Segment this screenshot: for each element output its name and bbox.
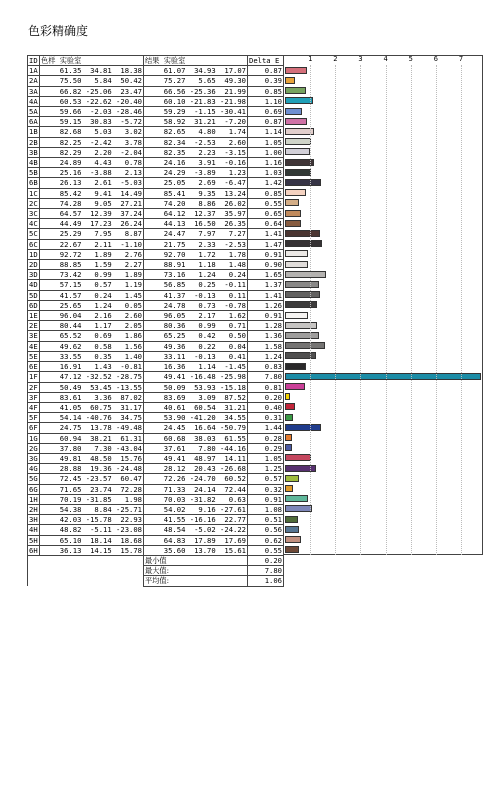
sample-lab-values: 25.29 7.95 8.87 [40,229,144,239]
result-lab-values: 44.13 16.50 26.35 [144,219,248,229]
delta-e-value: 1.36 [248,331,284,341]
patch-id: 2A [29,76,38,86]
result-lab-values: 58.92 31.21 -7.20 [144,117,248,127]
footer-row [28,576,284,586]
delta-e-value: 0.83 [248,362,284,372]
sample-lab-values: 41.05 60.75 31.17 [40,402,144,412]
table-row [28,525,284,535]
patch-id: 1G [29,433,38,443]
result-lab-values: 48.54 -5.02 -24.22 [144,525,248,535]
delta-e-value: 1.24 [248,351,284,361]
delta-e-value: 1.16 [248,158,284,168]
result-lab-values: 50.09 53.93 -15.18 [144,382,248,392]
delta-e-value: 0.91 [248,494,284,504]
result-lab-values: 83.69 3.09 87.52 [144,392,248,402]
patch-id: 6D [29,300,38,310]
patch-id: 6G [29,484,38,494]
table-row [28,504,284,514]
result-lab-values: 35.60 13.70 15.61 [144,545,248,555]
result-lab-values: 82.34 -2.53 2.60 [144,137,248,147]
delta-e-value: 1.28 [248,321,284,331]
sample-lab-values: 85.42 9.41 14.49 [40,188,144,198]
sample-lab-values: 33.55 0.35 1.40 [40,351,144,361]
sample-lab-values: 59.66 -2.03 -28.46 [40,107,144,117]
sample-lab-values: 65.52 0.69 1.86 [40,331,144,341]
header-id: ID [29,56,38,65]
result-lab-values: 24.16 3.91 -0.16 [144,158,248,168]
patch-id: 5A [29,107,38,117]
result-lab-values: 37.61 7.80 -44.16 [144,443,248,453]
table-row [28,188,284,198]
patch-id: 3F [29,392,38,402]
delta-e-value: 1.14 [248,127,284,137]
x-tick-label: 4 [383,55,388,63]
sample-lab-values: 54.38 8.84 -25.71 [40,504,144,514]
delta-e-value: 0.55 [248,198,284,208]
sample-lab-values: 60.94 38.21 61.31 [40,433,144,443]
table-row [28,423,284,433]
patch-id: 3B [29,147,38,157]
patch-id: 2E [29,321,38,331]
delta-e-value: 0.91 [248,249,284,259]
table-row [28,311,284,321]
header-result: 结果 实验室 [144,56,248,66]
result-lab-values: 64.12 12.37 35.97 [144,209,248,219]
x-gridline [335,65,336,555]
result-lab-values: 65.25 0.42 0.50 [144,331,248,341]
sample-lab-values: 65.10 18.14 18.68 [40,535,144,545]
table-row [28,413,284,423]
sample-lab-values: 16.91 1.43 -0.81 [40,362,144,372]
table-row [28,249,284,259]
x-tick-label: 5 [408,55,413,63]
table-row [28,158,284,168]
delta-e-value: 0.81 [248,382,284,392]
sample-lab-values: 47.12 -32.52 -28.75 [40,372,144,382]
delta-e-value: 1.08 [248,504,284,514]
patch-id: 6F [29,423,38,433]
patch-id: 2C [29,198,38,208]
result-lab-values: 82.35 2.23 -3.15 [144,147,248,157]
sample-lab-values: 59.15 30.83 -5.72 [40,117,144,127]
table-row [28,219,284,229]
patch-id: 2F [29,382,38,392]
footer-blank [28,566,144,576]
sample-lab-values: 24.75 13.78 -49.48 [40,423,144,433]
patch-id: 2G [29,443,38,453]
x-gridline [461,65,462,555]
sample-lab-values: 25.16 -3.88 2.13 [40,168,144,178]
table-row [28,484,284,494]
sample-lab-values: 57.15 0.57 1.19 [40,280,144,290]
patch-id: 5B [29,168,38,178]
patch-id: 5F [29,413,38,423]
sample-lab-values: 61.35 34.81 18.38 [40,66,144,76]
sample-lab-values: 60.53 -22.62 -20.40 [40,96,144,106]
sample-lab-values: 48.82 -5.11 -23.08 [40,525,144,535]
patch-id: 3H [29,515,38,525]
sample-lab-values: 92.72 1.89 2.76 [40,249,144,259]
delta-e-value: 0.62 [248,535,284,545]
table-row [28,464,284,474]
sample-lab-values: 96.04 2.16 2.60 [40,311,144,321]
table-row [28,239,284,249]
footer-value: 0.20 [248,555,284,565]
result-lab-values: 24.47 7.97 7.27 [144,229,248,239]
result-lab-values: 24.78 0.73 -0.78 [144,300,248,310]
table-row [28,96,284,106]
patch-id: 4E [29,341,38,351]
table-row [28,209,284,219]
table-row [28,535,284,545]
patch-id: 1B [29,127,38,137]
table-row [28,433,284,443]
result-lab-values: 40.61 60.54 31.21 [144,402,248,412]
delta-e-value: 7.80 [248,372,284,382]
table-row [28,300,284,310]
delta-e-value: 0.57 [248,474,284,484]
result-lab-values: 73.16 1.24 0.24 [144,270,248,280]
sample-lab-values: 49.81 48.50 15.76 [40,453,144,463]
delta-e-value: 1.26 [248,300,284,310]
sample-lab-values: 49.62 0.58 1.56 [40,341,144,351]
result-lab-values: 33.11 -0.13 0.41 [144,351,248,361]
sample-lab-values: 75.50 5.84 50.42 [40,76,144,86]
x-tick-label: 1 [308,55,313,63]
patch-id: 5D [29,290,38,300]
delta-e-value: 0.85 [248,188,284,198]
sample-lab-values: 82.25 -2.42 3.78 [40,137,144,147]
delta-e-value: 1.41 [248,229,284,239]
result-lab-values: 92.70 1.72 1.78 [144,249,248,259]
header-delta: Delta E [248,56,284,66]
patch-id: 5E [29,351,38,361]
sample-lab-values: 37.80 7.30 -43.04 [40,443,144,453]
table-row [28,147,284,157]
table-row [28,66,284,76]
delta-e-value: 0.31 [248,413,284,423]
table-body [28,66,284,556]
patch-id: 5H [29,535,38,545]
delta-e-value: 1.41 [248,290,284,300]
table-row [28,107,284,117]
patch-id: 2D [29,260,38,270]
patch-id: 5G [29,474,38,484]
sample-lab-values: 42.03 -15.78 22.93 [40,515,144,525]
patch-id: 2H [29,504,38,514]
delta-e-value: 0.64 [248,219,284,229]
table-footer [28,555,284,586]
table-row [28,280,284,290]
patch-id: 1H [29,494,38,504]
result-lab-values: 64.83 17.89 17.69 [144,535,248,545]
patch-id: 6C [29,239,38,249]
result-lab-values: 96.05 2.17 1.62 [144,311,248,321]
delta-e-value: 1.44 [248,423,284,433]
result-lab-values: 54.02 9.16 -27.61 [144,504,248,514]
x-tick-label: 6 [433,55,438,63]
sample-lab-values: 82.29 2.20 -2.04 [40,147,144,157]
patch-id: 6E [29,362,38,372]
sample-lab-values: 70.19 -31.85 1.98 [40,494,144,504]
delta-e-value: 0.85 [248,86,284,96]
result-lab-values: 21.75 2.33 -2.53 [144,239,248,249]
result-lab-values: 24.29 -3.89 1.23 [144,168,248,178]
patch-id: 1C [29,188,38,198]
patch-id: 4C [29,219,38,229]
delta-e-value: 0.32 [248,484,284,494]
color-accuracy-chart [27,55,482,795]
result-lab-values: 41.37 -0.13 0.11 [144,290,248,300]
delta-e-value: 1.37 [248,280,284,290]
table-row [28,372,284,382]
patch-id: 6A [29,117,38,127]
sample-lab-values: 25.65 1.24 0.05 [40,300,144,310]
table-row [28,494,284,504]
result-lab-values: 61.07 34.93 17.07 [144,66,248,76]
result-lab-values: 80.36 0.99 0.71 [144,321,248,331]
table-row [28,260,284,270]
color-accuracy-table [27,55,284,587]
sample-lab-values: 73.42 0.99 1.89 [40,270,144,280]
result-lab-values: 60.10 -21.83 -21.98 [144,96,248,106]
patch-id: 3C [29,209,38,219]
footer-value: 1.06 [248,576,284,586]
result-lab-values: 74.20 8.86 26.02 [144,198,248,208]
sample-lab-values: 74.28 9.05 27.21 [40,198,144,208]
sample-lab-values: 28.88 19.36 -24.48 [40,464,144,474]
table-row [28,341,284,351]
result-lab-values: 56.85 0.25 -0.11 [144,280,248,290]
table-row [28,382,284,392]
table-row [28,453,284,463]
table-row [28,290,284,300]
sample-lab-values: 26.13 2.61 -5.03 [40,178,144,188]
delta-e-value: 0.20 [248,392,284,402]
table-row [28,351,284,361]
result-lab-values: 28.12 20.43 -26.68 [144,464,248,474]
delta-e-value: 1.10 [248,96,284,106]
table-row [28,270,284,280]
x-gridline [411,65,412,555]
delta-e-value: 0.56 [248,525,284,535]
sample-lab-values: 88.85 1.59 2.27 [40,260,144,270]
patch-id: 3A [29,86,38,96]
result-lab-values: 72.26 -24.70 60.52 [144,474,248,484]
footer-row [28,555,284,565]
patch-id: 6H [29,545,38,555]
result-lab-values: 60.68 38.03 61.55 [144,433,248,443]
delta-e-value: 0.29 [248,443,284,453]
patch-id: 1A [29,66,38,76]
delta-e-value: 0.87 [248,66,284,76]
table-row [28,545,284,555]
result-lab-values: 82.65 4.80 1.74 [144,127,248,137]
patch-id: 4A [29,96,38,106]
table-row [28,362,284,372]
footer-value: 7.80 [248,566,284,576]
sample-lab-values: 24.89 4.43 0.78 [40,158,144,168]
sample-lab-values: 22.67 2.11 -1.10 [40,239,144,249]
footer-blank [28,555,144,565]
x-gridline [386,65,387,555]
sample-lab-values: 80.44 1.17 2.05 [40,321,144,331]
patch-id: 3G [29,453,38,463]
result-lab-values: 88.91 1.18 1.48 [144,260,248,270]
result-lab-values: 49.36 0.22 0.04 [144,341,248,351]
patch-id: 1F [29,372,38,382]
delta-e-value: 0.28 [248,433,284,443]
table-row [28,392,284,402]
patch-id: 4B [29,158,38,168]
table-row [28,402,284,412]
patch-id: 4F [29,402,38,412]
patch-id: 3D [29,270,38,280]
footer-label: 最小值 [144,555,248,565]
x-tick-label: 3 [358,55,363,63]
delta-e-value: 1.42 [248,178,284,188]
table-row [28,168,284,178]
delta-e-bar-chart [283,55,483,555]
sample-lab-values: 72.45 -23.57 60.47 [40,474,144,484]
delta-e-value: 1.05 [248,453,284,463]
result-lab-values: 75.27 5.65 49.30 [144,76,248,86]
patch-id: 5C [29,229,38,239]
table-row [28,321,284,331]
x-tick-label: 2 [333,55,338,63]
sample-lab-values: 36.13 14.15 15.78 [40,545,144,555]
delta-e-value: 1.65 [248,270,284,280]
footer-blank [28,576,144,586]
delta-e-value: 0.39 [248,76,284,86]
patch-id: 6B [29,178,38,188]
header-sample: 色样 实验室 [40,56,144,66]
table-row [28,443,284,453]
delta-e-value: 1.58 [248,341,284,351]
table-row [28,515,284,525]
sample-lab-values: 64.57 12.39 37.24 [40,209,144,219]
patch-id: 4D [29,280,38,290]
x-gridline [436,65,437,555]
delta-e-value: 1.47 [248,239,284,249]
table-row [28,229,284,239]
result-lab-values: 85.41 9.35 13.24 [144,188,248,198]
table-row [28,117,284,127]
sample-lab-values: 44.49 17.23 26.24 [40,219,144,229]
x-tick-label: 7 [458,55,464,63]
delta-e-value: 0.40 [248,402,284,412]
footer-label: 最大值: [144,566,248,576]
patch-id: 4H [29,525,38,535]
delta-e-value: 0.65 [248,209,284,219]
sample-lab-values: 41.57 0.24 1.45 [40,290,144,300]
patch-id: 1D [29,249,38,259]
table-row [28,198,284,208]
delta-e-value: 1.03 [248,168,284,178]
table-row [28,137,284,147]
sample-lab-values: 71.65 23.74 72.28 [40,484,144,494]
result-lab-values: 49.41 48.97 14.11 [144,453,248,463]
delta-e-value: 0.90 [248,260,284,270]
sample-lab-values: 50.49 53.45 -13.55 [40,382,144,392]
delta-e-value: 1.25 [248,464,284,474]
delta-e-value: 0.55 [248,545,284,555]
result-lab-values: 41.55 -16.16 22.77 [144,515,248,525]
footer-row [28,566,284,576]
footer-label: 平均值: [144,576,248,586]
table-row [28,474,284,484]
table-row [28,331,284,341]
page-title: 色彩精确度 [28,24,89,38]
table-row [28,178,284,188]
delta-e-value: 0.87 [248,117,284,127]
x-gridline [310,65,311,555]
delta-e-value: 0.69 [248,107,284,117]
result-lab-values: 71.33 24.14 72.44 [144,484,248,494]
sample-lab-values: 83.61 3.36 87.02 [40,392,144,402]
table-row [28,86,284,96]
patch-id: 3E [29,331,38,341]
delta-e-value: 0.91 [248,311,284,321]
delta-e-value: 0.51 [248,515,284,525]
result-lab-values: 53.90 -41.20 34.55 [144,413,248,423]
table-row [28,127,284,137]
sample-lab-values: 54.14 -40.76 34.75 [40,413,144,423]
result-lab-values: 25.05 2.69 -6.47 [144,178,248,188]
result-lab-values: 49.41 -16.48 -25.98 [144,372,248,382]
result-lab-values: 59.29 -1.15 -30.41 [144,107,248,117]
result-lab-values: 24.45 16.64 -50.79 [144,423,248,433]
result-lab-values: 66.56 -25.36 21.99 [144,86,248,96]
bar-chart-frame [283,55,483,555]
x-gridline [360,65,361,555]
result-lab-values: 16.36 1.14 -1.45 [144,362,248,372]
patch-id: 1E [29,311,38,321]
sample-lab-values: 66.82 -25.06 23.47 [40,86,144,96]
table-row [28,76,284,86]
patch-id: 4G [29,464,38,474]
sample-lab-values: 82.68 5.03 3.02 [40,127,144,137]
result-lab-values: 70.03 -31.82 0.63 [144,494,248,504]
table-header-row [28,56,284,66]
delta-e-value: 1.00 [248,147,284,157]
patch-id: 2B [29,137,38,147]
delta-e-value: 1.05 [248,137,284,147]
